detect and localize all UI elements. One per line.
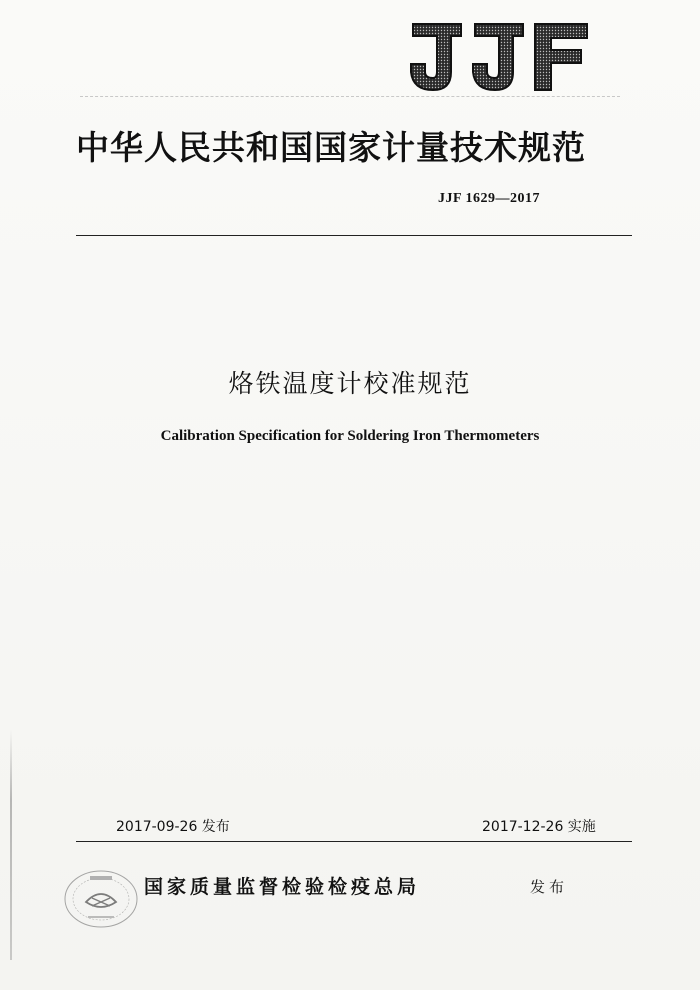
bottom-divider: [76, 841, 632, 842]
implementation-date: 2017-12-26 实施: [482, 819, 596, 835]
document-title-english: Calibration Specification for Soldering Iron Thermometers: [160, 428, 540, 444]
top-divider: [76, 235, 632, 236]
header-dashed-line: [80, 96, 620, 97]
publish-label: 发布: [530, 878, 569, 896]
standard-code: JJF 1629—2017: [438, 191, 541, 206]
jjf-logo: [407, 20, 592, 95]
publisher-name: 国家质量监督检验检疫总局: [144, 876, 421, 898]
library-stamp-icon: [62, 868, 140, 930]
issue-date: 2017-09-26 发布: [116, 819, 230, 835]
document-title-chinese: 烙铁温度计校准规范: [228, 369, 472, 398]
scan-edge-shadow: [10, 730, 12, 960]
standard-category-title: 中华人民共和国国家计量技术规范: [76, 128, 586, 167]
